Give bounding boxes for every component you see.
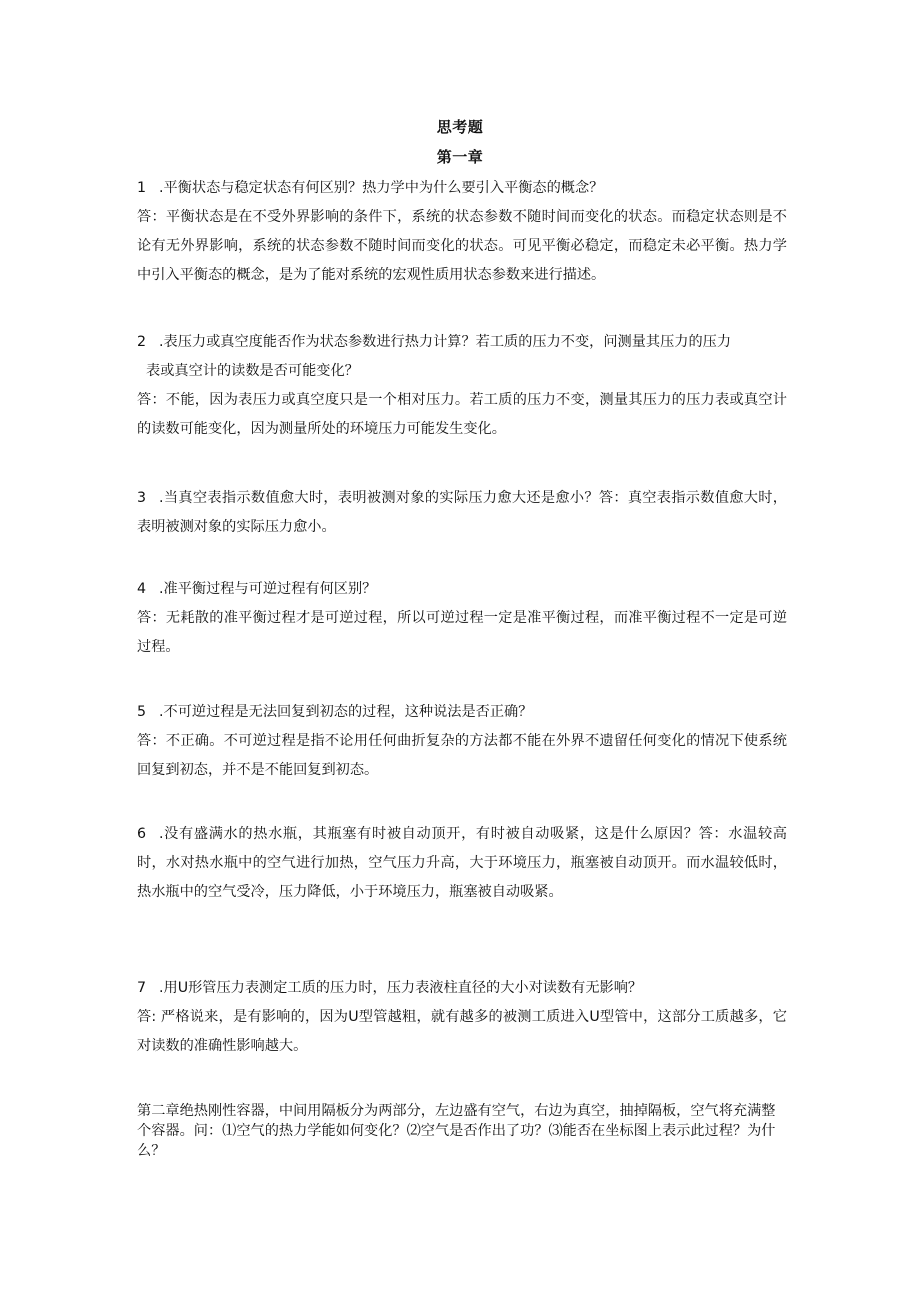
- question-block-1: [137, 174, 787, 290]
- question-4: 4 .准平衡过程与可逆过程有何区别？: [137, 581, 377, 597]
- question-block-7: [137, 974, 787, 1061]
- question-block-4: [137, 575, 787, 662]
- question-6: 6 .没有盛满水的热水瓶，其瓶塞有时被自动顶开，有时被自动吸紧，这是什么原因？答：水温较高时，水对热水瓶中的空气进行加热，空气压力升高，大于环境压力，瓶塞被自动顶开。而水温较低时，热水瓶中的空气受冷，压力降低，小于环境压力，瓶塞被自动吸紧。: [137, 826, 787, 900]
- question-3: 3 .当真空表指示数值愈大时，表明被测对象的实际压力愈大还是愈小？答：真空表指示数值愈大时，表明被测对象的实际压力愈小。: [137, 490, 787, 535]
- chapter-2-question: 第二章绝热刚性容器，中间用隔板分为两部分，左边盛有空气，右边为真空，抽掉隔板，空气将充满整个容器。问：⑴空气的热力学能如何变化？⑵空气是否作出了功？⑶能否在坐标图上表示此过程？为什么？: [137, 1103, 776, 1159]
- question-7: 7 .用U形管压力表测定工质的压力时，压力表液柱直径的大小对读数有无影响？: [137, 980, 643, 996]
- chapter-heading: 第一章: [436, 148, 484, 166]
- question-block-3: [137, 484, 787, 542]
- answer-5: 答：不正确。不可逆过程是指不论用任何曲折复杂的方法都不能在外界不遗留任何变化的情况下使系统回复到初态，并不是不能回复到初态。: [137, 733, 787, 778]
- answer-7: 答: 严格说来，是有影响的，因为U型管越粗，就有越多的被测工质进入U型管中，这部分工质越多，它对读数的准确性影响越大。: [137, 1009, 787, 1054]
- question-5: 5 .不可逆过程是无法回复到初态的过程，这种说法是否正确？: [137, 704, 533, 720]
- answer-1: 答：平衡状态是在不受外界影响的条件下，系统的状态参数不随时间而变化的状态。而稳定状态则是不论有无外界影响，系统的状态参数不随时间而变化的状态。可见平衡必稳定，而稳定未必平衡。热力学中引入平衡态的概念，是为了能对系统的宏观性质用状态参数来进行描述。: [137, 209, 787, 283]
- question-block-2: [137, 328, 787, 444]
- question-1: 1 .平衡状态与稳定状态有何区别？热力学中为什么要引入平衡态的概念？: [137, 180, 604, 196]
- answer-4: 答：无耗散的准平衡过程才是可逆过程，所以可逆过程一定是准平衡过程，而准平衡过程不一定是可逆过程。: [137, 610, 787, 655]
- question-block-6: [137, 820, 787, 907]
- answer-2: 答：不能，因为表压力或真空度只是一个相对压力。若工质的压力不变，测量其压力的压力表或真空计的读数可能变化，因为测量所处的环境压力可能发生变化。: [137, 392, 787, 437]
- page-title: 思考题: [436, 118, 484, 136]
- question-2-continued: 表或真空计的读数是否可能变化？: [146, 363, 359, 379]
- question-2: 2 .表压力或真空度能否作为状态参数进行热力计算？若工质的压力不变，问测量其压力的压力: [137, 334, 732, 350]
- question-block-5: [137, 698, 787, 785]
